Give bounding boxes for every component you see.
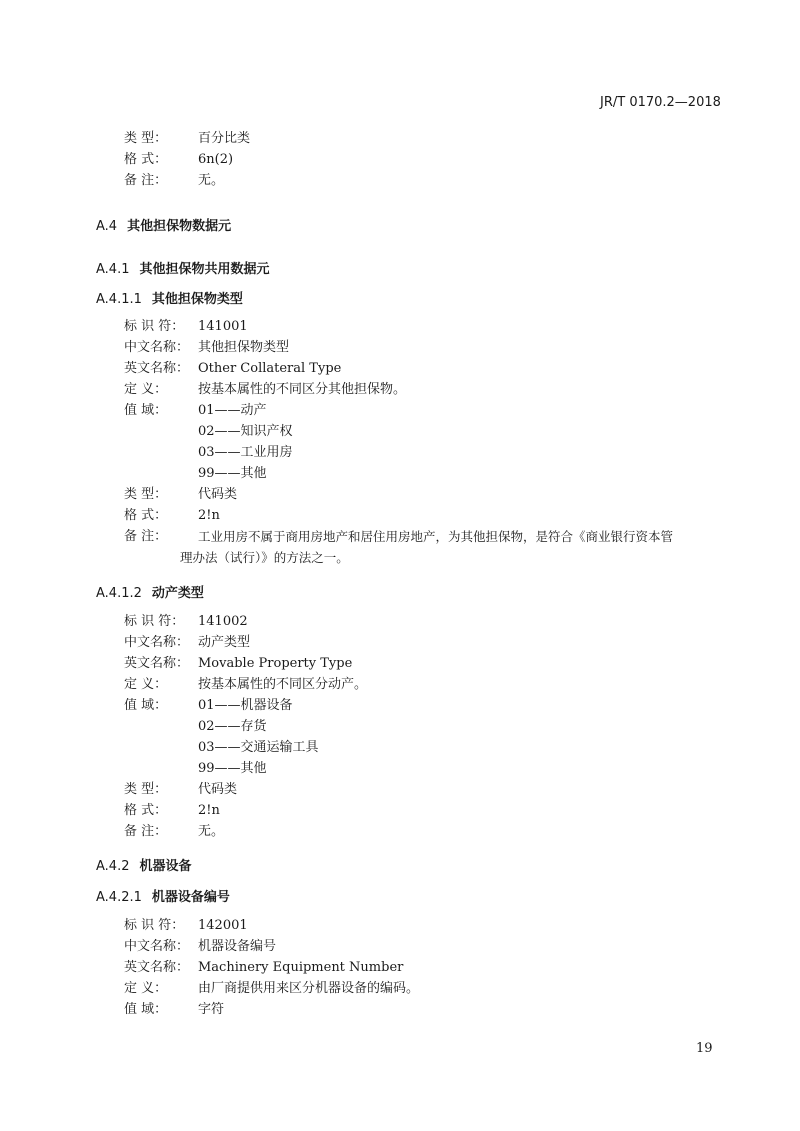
field-label: 格 式： bbox=[124, 508, 168, 523]
field-label: 中文名称： bbox=[124, 939, 190, 954]
domain-item: 02——知识产权 bbox=[198, 424, 293, 439]
field-label: 格 式： bbox=[124, 803, 168, 818]
section-title: 动产类型 bbox=[151, 586, 204, 601]
section-number: A.4.2.1 bbox=[96, 890, 142, 905]
field-label: 值 域： bbox=[124, 698, 168, 713]
section-title: 其他担保物类型 bbox=[151, 292, 243, 307]
field-chinese-name bbox=[0, 938, 800, 956]
section-number: A.4.1 bbox=[96, 262, 130, 277]
field-label: 标 识 符： bbox=[124, 614, 185, 629]
section-number: A.4.1.1 bbox=[96, 292, 142, 307]
field-label: 中文名称： bbox=[124, 340, 190, 355]
section-number: A.4.2 bbox=[96, 859, 130, 874]
domain-item: 03——交通运输工具 bbox=[198, 740, 319, 755]
field-value: 工业用房不属于商用房地产和居住用房地产，为其他担保物，是符合《商业银行资本管 bbox=[198, 529, 674, 544]
field-value: 2!n bbox=[198, 803, 220, 818]
field-english-name bbox=[0, 959, 800, 977]
field-value: 机器设备编号 bbox=[198, 939, 277, 954]
field-label: 值 域： bbox=[124, 1002, 168, 1017]
domain-item: 01——机器设备 bbox=[198, 698, 293, 713]
field-label: 标 识 符： bbox=[124, 319, 185, 334]
domain-item: 01——动产 bbox=[198, 403, 267, 418]
field-value: Machinery Equipment Number bbox=[198, 960, 404, 975]
field-label: 定 义： bbox=[124, 981, 168, 996]
field-value: 按基本属性的不同区分动产。 bbox=[198, 677, 368, 692]
domain-item: 99——其他 bbox=[198, 466, 267, 481]
domain-item: 02——存货 bbox=[198, 719, 267, 734]
domain-item: 03——工业用房 bbox=[198, 445, 293, 460]
field-value: 理办法（试行）》的方法之一。 bbox=[180, 550, 349, 565]
field-value: 142001 bbox=[198, 918, 248, 933]
field-label: 定 义： bbox=[124, 677, 168, 692]
field-label: 备 注： bbox=[124, 529, 168, 544]
field-label: 中文名称： bbox=[124, 635, 190, 650]
domain-row bbox=[0, 760, 800, 778]
field-format bbox=[0, 802, 800, 820]
field-value: 字符 bbox=[198, 1002, 225, 1017]
field-english-name bbox=[0, 655, 800, 673]
field-value: 141001 bbox=[198, 319, 248, 334]
field-note bbox=[0, 823, 800, 841]
domain-row bbox=[0, 465, 800, 483]
field-value: 其他担保物类型 bbox=[198, 340, 290, 355]
domain-row bbox=[0, 718, 800, 736]
field-note bbox=[0, 172, 800, 190]
field-value: Other Collateral Type bbox=[198, 361, 342, 376]
field-label: 备 注： bbox=[124, 824, 168, 839]
field-identifier bbox=[0, 318, 800, 336]
field-english-name bbox=[0, 360, 800, 378]
field-label: 类 型： bbox=[124, 487, 168, 502]
field-value: 无。 bbox=[198, 173, 225, 188]
document-code: JR/T 0170.2—2018 bbox=[600, 95, 721, 110]
field-value: 6n(2) bbox=[198, 152, 234, 167]
section-heading-a4 bbox=[96, 215, 231, 234]
section-title: 机器设备编号 bbox=[151, 890, 230, 905]
field-format bbox=[0, 151, 800, 169]
field-identifier bbox=[0, 613, 800, 631]
field-format bbox=[0, 507, 800, 525]
field-label: 标 识 符： bbox=[124, 918, 185, 933]
field-type bbox=[0, 781, 800, 799]
section-number: A.4.1.2 bbox=[96, 586, 142, 601]
field-domain bbox=[0, 1001, 800, 1019]
field-chinese-name bbox=[0, 339, 800, 357]
field-value: 百分比类 bbox=[198, 131, 251, 146]
field-definition bbox=[0, 980, 800, 998]
field-value: 代码类 bbox=[198, 782, 238, 797]
field-domain bbox=[0, 697, 800, 715]
section-heading-a421 bbox=[96, 886, 230, 905]
field-label: 格 式： bbox=[124, 152, 168, 167]
section-heading-a411 bbox=[96, 288, 243, 307]
field-identifier bbox=[0, 917, 800, 935]
page-number: 19 bbox=[696, 1041, 713, 1056]
domain-row bbox=[0, 423, 800, 441]
field-label: 备 注： bbox=[124, 173, 168, 188]
field-definition bbox=[0, 381, 800, 399]
field-value: 2!n bbox=[198, 508, 220, 523]
field-label: 英文名称： bbox=[124, 361, 190, 376]
field-label: 英文名称： bbox=[124, 960, 190, 975]
field-value: Movable Property Type bbox=[198, 656, 353, 671]
field-note bbox=[0, 528, 800, 546]
field-value: 按基本属性的不同区分其他担保物。 bbox=[198, 382, 407, 397]
note-continuation bbox=[0, 549, 800, 567]
section-heading-a42 bbox=[96, 855, 192, 874]
section-title: 机器设备 bbox=[139, 859, 192, 874]
field-value: 无。 bbox=[198, 824, 225, 839]
field-label: 类 型： bbox=[124, 782, 168, 797]
section-title: 其他担保物共用数据元 bbox=[139, 262, 270, 277]
field-label: 定 义： bbox=[124, 382, 168, 397]
section-heading-a412 bbox=[96, 582, 204, 601]
domain-row bbox=[0, 444, 800, 462]
field-domain bbox=[0, 402, 800, 420]
field-value: 由厂商提供用来区分机器设备的编码。 bbox=[198, 981, 420, 996]
field-value: 141002 bbox=[198, 614, 248, 629]
section-number: A.4 bbox=[96, 219, 118, 234]
domain-item: 99——其他 bbox=[198, 761, 267, 776]
section-heading-a41 bbox=[96, 258, 270, 277]
field-value: 动产类型 bbox=[198, 635, 251, 650]
field-type bbox=[0, 130, 800, 148]
field-chinese-name bbox=[0, 634, 800, 652]
field-definition bbox=[0, 676, 800, 694]
section-title: 其他担保物数据元 bbox=[127, 219, 232, 234]
field-label: 值 域： bbox=[124, 403, 168, 418]
field-value: 代码类 bbox=[198, 487, 238, 502]
field-type bbox=[0, 486, 800, 504]
domain-row bbox=[0, 739, 800, 757]
field-label: 英文名称： bbox=[124, 656, 190, 671]
field-label: 类 型： bbox=[124, 131, 168, 146]
